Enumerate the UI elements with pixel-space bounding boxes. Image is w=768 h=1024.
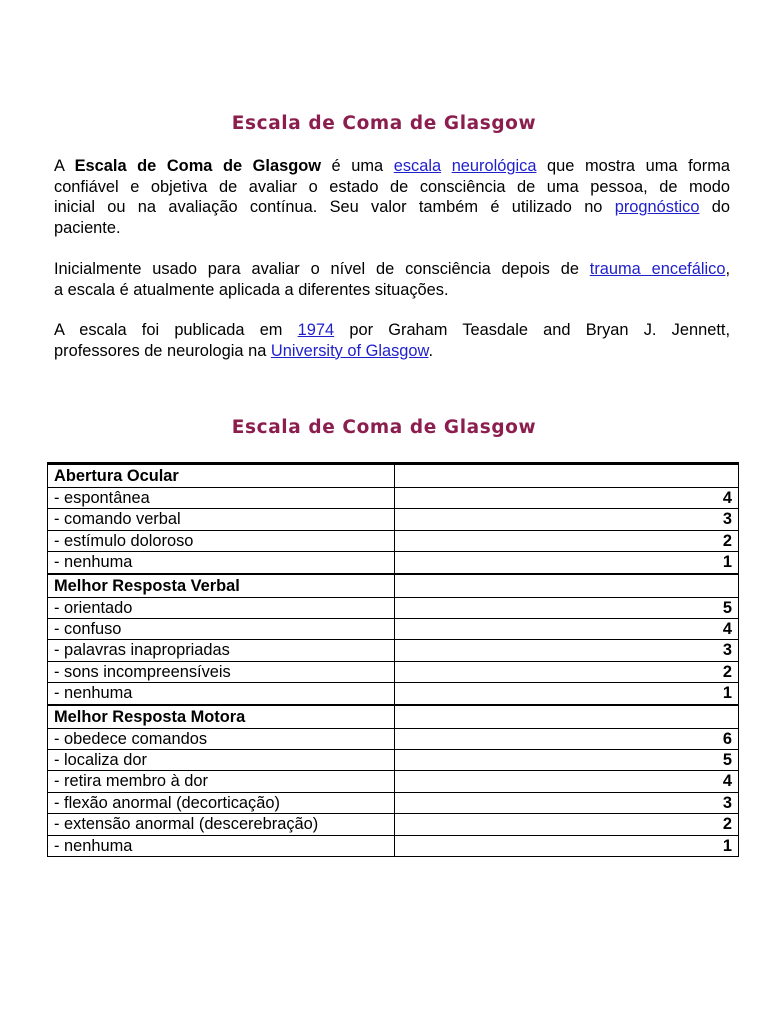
table-title: Escala de Coma de Glasgow [231, 417, 537, 438]
text-segment: A escala foi publicada em [54, 321, 298, 339]
table-row [48, 619, 739, 640]
group-header: Melhor Resposta Motora [48, 705, 395, 729]
table-group-header-row [48, 464, 739, 488]
response-score: 5 [395, 750, 739, 771]
text-segment: professores de neurologia na [54, 341, 271, 360]
table-group-header-row [48, 574, 739, 598]
response-score: 5 [395, 597, 739, 618]
table-row [48, 597, 739, 618]
response-label: - espontânea [48, 488, 395, 509]
response-score: 2 [395, 814, 739, 835]
history-line-1 [54, 320, 730, 341]
response-label: - palavras inapropriadas [48, 640, 395, 661]
response-label: - sons incompreensíveis [48, 661, 395, 682]
intro-line-3 [54, 197, 730, 218]
text-segment: A [54, 157, 75, 175]
usage-line-2: a escala é atualmente aplicada a diferentes situações. [54, 280, 449, 299]
response-label: - comando verbal [48, 509, 395, 530]
text-segment: , [725, 260, 731, 278]
response-label: - estímulo doloroso [48, 530, 395, 551]
link-1974[interactable]: 1974 [297, 321, 335, 339]
group-header: Abertura Ocular [48, 464, 395, 488]
group-header-score-cell [395, 705, 739, 729]
table-row [48, 750, 739, 771]
table-row [48, 488, 739, 509]
table-body [48, 464, 739, 857]
table-row [48, 728, 739, 749]
response-label: - obedece comandos [48, 728, 395, 749]
response-score: 3 [395, 792, 739, 813]
table-row [48, 771, 739, 792]
link-university-of-glasgow[interactable]: University of Glasgow [270, 341, 429, 360]
table-group-header-row [48, 705, 739, 729]
table-row [48, 683, 739, 705]
response-score: 3 [395, 509, 739, 530]
intro-line-1 [54, 156, 730, 177]
history-line-2 [54, 341, 730, 362]
intro-paragraph [54, 156, 730, 238]
table-row [48, 661, 739, 682]
table-row [48, 530, 739, 551]
response-score: 2 [395, 530, 739, 551]
glasgow-scale-table [47, 462, 739, 857]
text-segment: inicial ou na avaliação contínua. Seu valor também é utilizado no [54, 198, 615, 217]
intro-line-4: paciente. [54, 218, 121, 237]
group-header-score-cell [395, 464, 739, 488]
link-escala[interactable]: escala [393, 157, 442, 175]
text-segment: do [699, 198, 730, 217]
response-label: - extensão anormal (descerebração) [48, 814, 395, 835]
response-label: - localiza dor [48, 750, 395, 771]
text-segment: . [428, 341, 434, 360]
table-row [48, 640, 739, 661]
group-header: Melhor Resposta Verbal [48, 574, 395, 598]
response-score: 4 [395, 771, 739, 792]
response-score: 3 [395, 640, 739, 661]
table-row [48, 835, 739, 856]
response-label: - nenhuma [48, 683, 395, 705]
response-label: - retira membro à dor [48, 771, 395, 792]
intro-line-2: confiável e objetiva de avaliar o estado de consciência de uma pessoa, de modo [54, 177, 730, 196]
response-label: - nenhuma [48, 835, 395, 856]
text-segment: Inicialmente usado para avaliar o nível de consciência depois de [54, 260, 590, 278]
bold-term: Escala de Coma de Glasgow [74, 157, 321, 175]
usage-line-1 [54, 259, 730, 280]
table-row [48, 509, 739, 530]
response-score: 6 [395, 728, 739, 749]
response-label: - confuso [48, 619, 395, 640]
link-trauma-encefalico[interactable]: trauma encefálico [589, 260, 726, 278]
response-score: 1 [395, 835, 739, 856]
response-label: - nenhuma [48, 552, 395, 574]
response-label: - orientado [48, 597, 395, 618]
response-score: 1 [395, 683, 739, 705]
history-paragraph [54, 320, 730, 361]
link-prognostico[interactable]: prognóstico [614, 198, 700, 217]
response-label: - flexão anormal (decorticação) [48, 792, 395, 813]
text-segment: que mostra uma forma [536, 157, 730, 175]
text-segment [441, 157, 452, 175]
table-row [48, 552, 739, 574]
response-score: 2 [395, 661, 739, 682]
text-segment: por Graham Teasdale and Bryan J. Jennett, [334, 321, 730, 339]
link-neurologica[interactable]: neurológica [451, 157, 537, 175]
page-title: Escala de Coma de Glasgow [231, 113, 537, 134]
text-segment: é uma [320, 157, 394, 175]
table-row [48, 814, 739, 835]
response-score: 4 [395, 488, 739, 509]
response-score: 4 [395, 619, 739, 640]
group-header-score-cell [395, 574, 739, 598]
response-score: 1 [395, 552, 739, 574]
usage-paragraph [54, 259, 730, 300]
table-row [48, 792, 739, 813]
